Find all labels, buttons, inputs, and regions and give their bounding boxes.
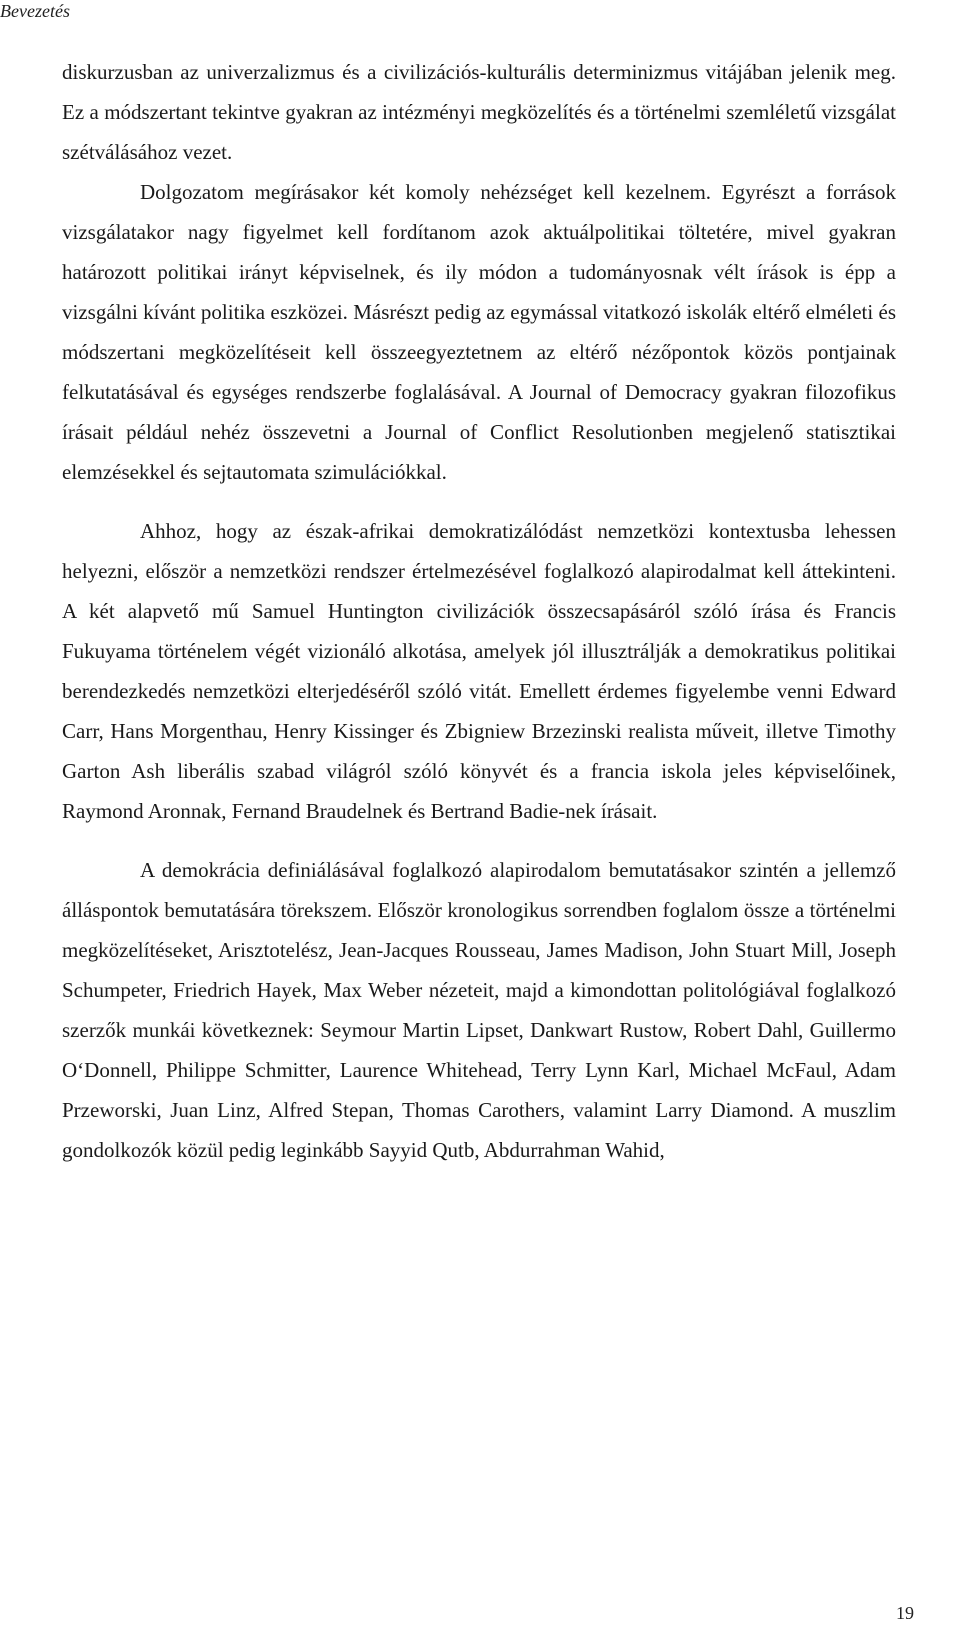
paragraph-continuation: diskurzusban az univerzalizmus és a civilizációs-kulturális determinizmus vitájában jelenik meg. Ez a módszertant tekintve gyakran az intézményi megközelítés és a történelmi szemléletű vizsgálat szétválásához vezet. xyxy=(62,60,896,164)
paragraph-difficulties: Dolgozatom megírásakor két komoly nehézséget kell kezelnem. Egyrészt a források vizsgálatakor nagy figyelmet kell fordítanom azok aktuálpolitikai töltetére, mivel gyakran határozott politikai irányt képviselnek, és ily módon a tudományosnak vélt írások is épp a vizsgálni kívánt politika eszközei. Másrészt pedig az egymással vitatkozó iskolák eltérő elméleti és módszertani megközelítéseit kell összeegyeztetnem az eltérő nézőpontok közös pontjainak felkutatásával és egységes rendszerbe foglalásával. A Journal of Democracy gyakran filozofikus írásait például nehéz összevetni a Journal of Conflict Resolutionben megjelenő statisztikai elemzésekkel és sejtautomata szimulációkkal. xyxy=(62,180,896,484)
paragraph-international-context: Ahhoz, hogy az észak-afrikai demokratizálódást nemzetközi kontextusba lehessen helyezni, először a nemzetközi rendszer értelmezésével foglalkozó alapirodalmat kell áttekinteni. A két alapvető mű Samuel Huntington civilizációk összecsapásáról szóló írása és Francis Fukuyama történelem végét vizionáló alkotása, amelyek jól illusztrálják a demokratikus politikai berendezkedés nemzetközi elterjedéséről szóló vitát. Emellett érdemes figyelembe venni Edward Carr, Hans Morgenthau, Henry Kissinger és Zbigniew Brzezinski realista műveit, illetve Timothy Garton Ash liberális szabad világról szóló könyvét és a francia iskola jeles képviselőinek, Raymond Aronnak, Fernand Braudelnek és Bertrand Badie-nek írásait. xyxy=(62,519,896,823)
paragraph-democracy-definition: A demokrácia definiálásával foglalkozó alapirodalom bemutatásakor szintén a jellemző álláspontok bemutatására törekszem. Először kronologikus sorrendben foglalom össze a történelmi megközelítéseket, Arisztotelész, Jean-Jacques Rousseau, James Madison, John Stuart Mill, Joseph Schumpeter, Friedrich Hayek, Max Weber nézeteit, majd a kimondottan politológiával foglalkozó szerzők munkái következnek: Seymour Martin Lipset, Dankwart Rustow, Robert Dahl, Guillermo O‘Donnell, Philippe Schmitter, Laurence Whitehead, Terry Lynn Karl, Michael McFaul, Adam Przeworski, Juan Linz, Alfred Stepan, Thomas Carothers, valamint Larry Diamond. A muszlim gondolkozók közül pedig leginkább Sayyid Qutb, Abdurrahman Wahid, xyxy=(62,858,896,1162)
page-number: 19 xyxy=(896,1603,914,1623)
body-text xyxy=(62,52,896,1170)
running-header: Bevezetés xyxy=(0,1,70,21)
